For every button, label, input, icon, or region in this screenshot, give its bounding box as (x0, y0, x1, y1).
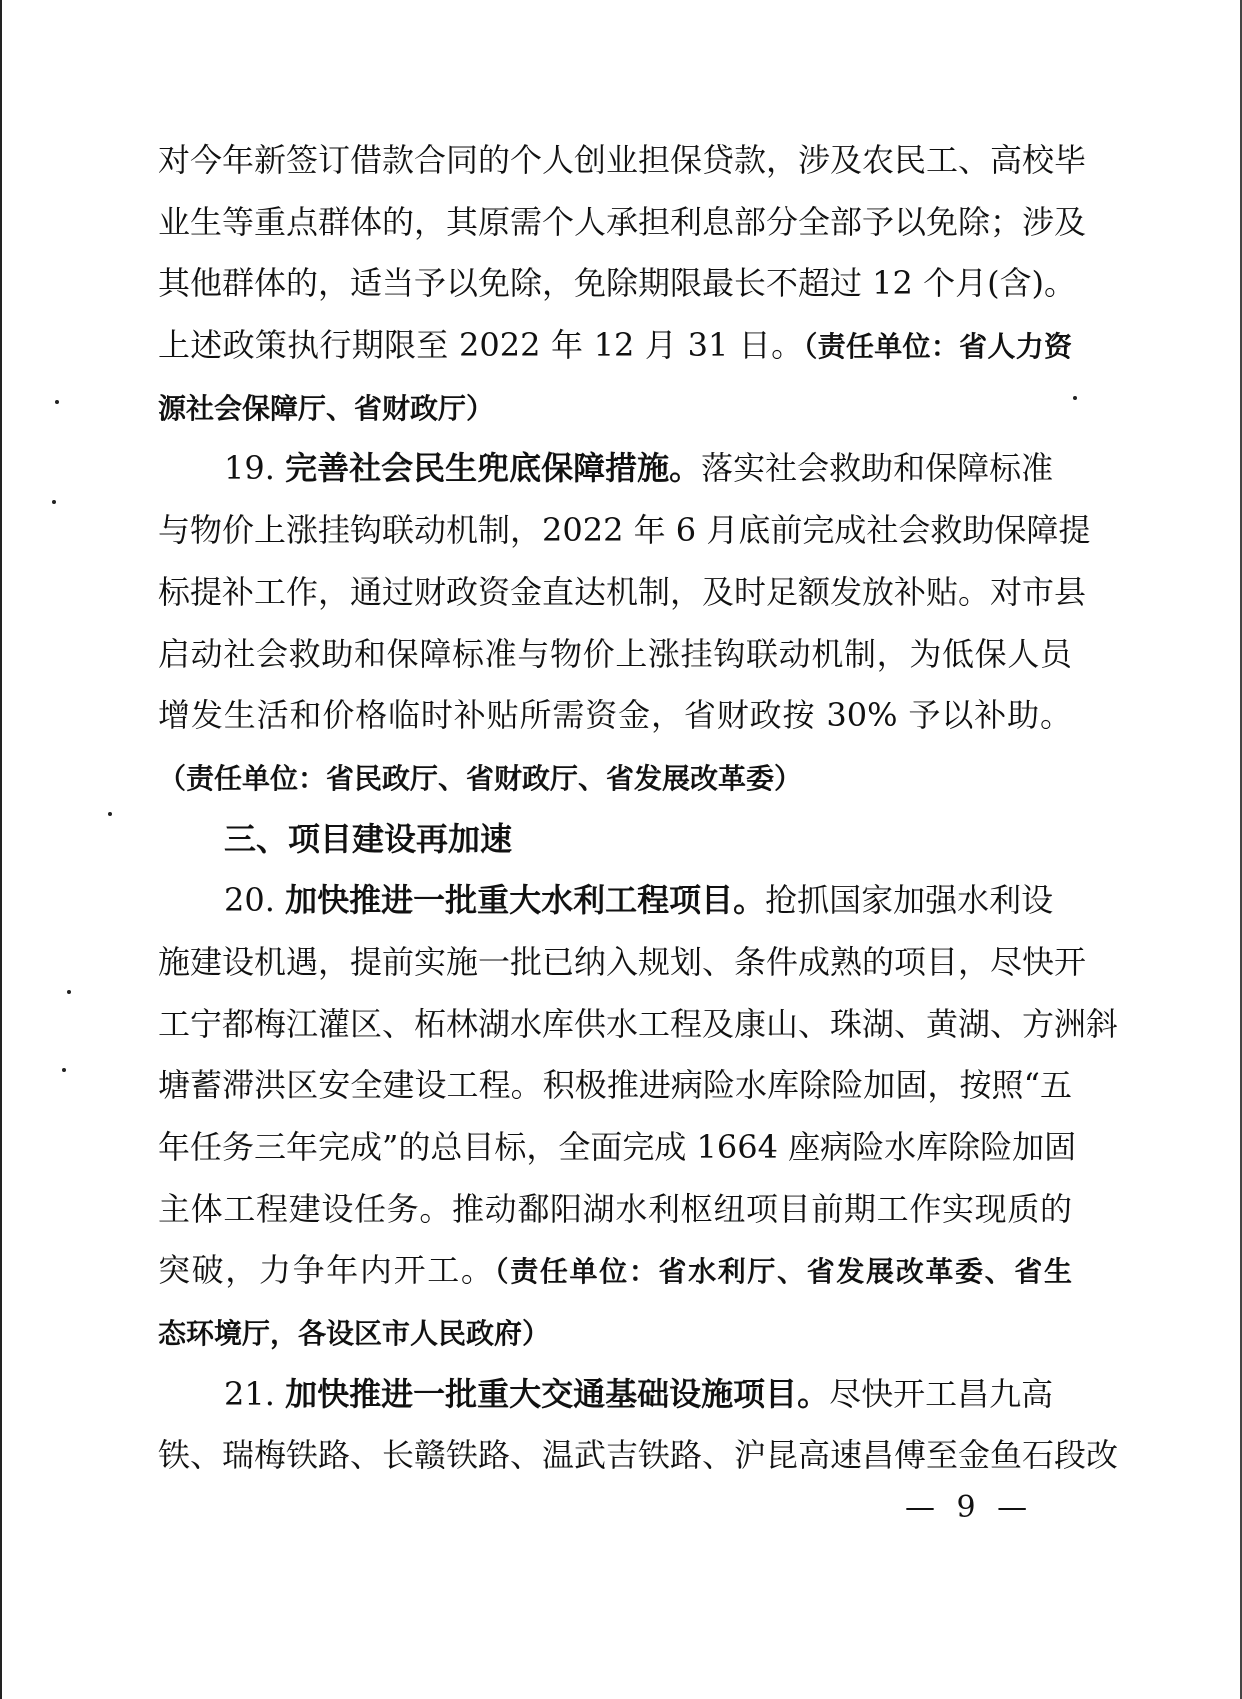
document-body (158, 130, 1119, 1487)
paragraph-line: 业生等重点群体的，其原需个人承担利息部分全部予以免除；涉及 (158, 202, 1087, 241)
paragraph-line: 主体工程建设任务。推动鄱阳湖水利枢纽项目前期工作实现质的 (158, 1189, 1072, 1228)
item-21-title-line: 21. 加快推进一批重大交通基础设施项目。尽快开工昌九高 (224, 1374, 1054, 1413)
paragraph-line: 铁、瑞梅铁路、长赣铁路、温武吉铁路、沪昆高速昌傅至金鱼石段改 (158, 1436, 1119, 1475)
scan-speck (62, 1068, 66, 1072)
page-number: — 9 — (905, 1490, 1034, 1525)
paragraph-line: 突破，力争年内开工。（责任单位：省水利厅、省发展改革委、省生 (158, 1251, 1072, 1290)
responsibility-note: （责任单位：省水利厅、省发展改革委、省生 (494, 1255, 1072, 1289)
scan-speck (67, 990, 71, 994)
responsibility-note: 态环境厅，各设区市人民政府） (158, 1317, 551, 1351)
section-heading: 三、项目建设再加速 (224, 819, 513, 858)
paragraph-line (158, 1302, 1072, 1364)
paragraph-line: 年任务三年完成”的总目标，全面完成 1664 座病险水库除险加固 (158, 1128, 1077, 1166)
paragraph-line: 标提补工作，通过财政资金直达机制，及时足额发放补贴。对市县 (158, 572, 1087, 611)
item-21-title: 加快推进一批重大交通基础设施项目。 (285, 1374, 830, 1413)
item-20-title: 加快推进一批重大水利工程项目。 (285, 881, 766, 920)
paragraph-line: 其他群体的，适当予以免除，免除期限最长不超过 12 个月(含)。 (158, 264, 1077, 303)
paragraph-line: 施建设机遇，提前实施一批已纳入规划、条件成熟的项目，尽快开 (158, 942, 1087, 981)
paragraph-line: 上述政策执行期限至 2022 年 12 月 31 日。（责任单位：省人力资 (158, 326, 1072, 365)
item-19-title: 完善社会民生兜底保障措施。 (285, 449, 702, 488)
paragraph-line (158, 747, 1072, 809)
paragraph-line: 塘蓄滞洪区安全建设工程。积极推进病险水库除险加固，按照“五 (158, 1066, 1072, 1105)
responsibility-note: （责任单位：省人力资 (803, 330, 1072, 364)
scan-speck (108, 812, 112, 816)
scan-speck (52, 500, 56, 504)
paragraph-line (158, 377, 1072, 439)
scan-speck (1073, 396, 1077, 400)
paragraph-line: 增发生活和价格临时补贴所需资金，省财政按 30% 予以补助。 (158, 696, 1072, 735)
paragraph-line: 启动社会救助和保障标准与物价上涨挂钩联动机制，为低保人员 (158, 634, 1072, 673)
paragraph-line: 与物价上涨挂钩联动机制，2022 年 6 月底前完成社会救助保障提 (158, 511, 1091, 550)
scan-speck (55, 400, 59, 404)
paragraph-line: 工宁都梅江灌区、柘林湖水库供水工程及康山、珠湖、黄湖、方洲斜 (158, 1004, 1119, 1043)
responsibility-note: 源社会保障厅、省财政厅） (158, 391, 495, 425)
item-19-title-line: 19. 完善社会民生兜底保障措施。落实社会救助和保障标准 (224, 449, 1054, 488)
item-20-title-line: 20. 加快推进一批重大水利工程项目。抢抓国家加强水利设 (224, 881, 1054, 920)
paragraph-line: 对今年新签订借款合同的个人创业担保贷款，涉及农民工、高校毕 (158, 141, 1087, 179)
responsibility-note: （责任单位：省民政厅、省财政厅、省发展改革委） (158, 761, 803, 795)
